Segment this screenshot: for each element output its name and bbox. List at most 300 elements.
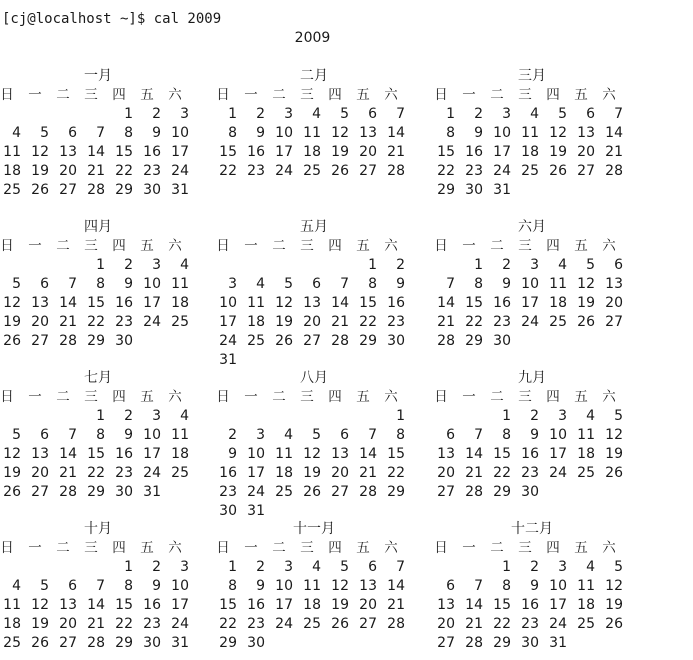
weekday-label: 一 bbox=[28, 87, 42, 103]
weekday-label: 二 bbox=[272, 238, 286, 254]
day-cell: 26 bbox=[275, 333, 293, 349]
day-cell: 14 bbox=[387, 578, 405, 594]
day-cell: 27 bbox=[31, 484, 49, 500]
day-cell: 5 bbox=[586, 257, 595, 273]
week-row bbox=[0, 313, 196, 332]
day-cell: 22 bbox=[115, 163, 133, 179]
day-cell: 17 bbox=[275, 144, 293, 160]
day-cell: 6 bbox=[68, 125, 77, 141]
day-cell: 13 bbox=[331, 446, 349, 462]
day-cell: 7 bbox=[474, 578, 483, 594]
day-cell: 29 bbox=[87, 484, 105, 500]
day-cell: 2 bbox=[124, 257, 133, 273]
week-row bbox=[434, 275, 630, 294]
day-cell: 15 bbox=[219, 144, 237, 160]
day-cell: 28 bbox=[59, 333, 77, 349]
month-title: 四月 bbox=[84, 219, 112, 235]
week-row bbox=[434, 407, 630, 426]
day-cell: 20 bbox=[605, 295, 623, 311]
week-row bbox=[0, 445, 196, 464]
month-block bbox=[0, 369, 196, 502]
weekday-label: 五 bbox=[140, 540, 154, 556]
day-cell: 18 bbox=[3, 163, 21, 179]
day-cell: 4 bbox=[180, 257, 189, 273]
week-row bbox=[0, 426, 196, 445]
month-block bbox=[434, 67, 630, 200]
day-cell: 17 bbox=[493, 144, 511, 160]
day-cell: 30 bbox=[387, 333, 405, 349]
day-cell: 5 bbox=[558, 106, 567, 122]
day-cell: 30 bbox=[143, 635, 161, 651]
day-cell: 5 bbox=[312, 427, 321, 443]
day-cell: 23 bbox=[247, 616, 265, 632]
day-cell: 12 bbox=[605, 578, 623, 594]
day-cell: 26 bbox=[303, 484, 321, 500]
day-cell: 19 bbox=[577, 295, 595, 311]
day-cell: 14 bbox=[387, 125, 405, 141]
day-cell: 23 bbox=[219, 484, 237, 500]
month-title: 七月 bbox=[84, 370, 112, 386]
weekday-label: 日 bbox=[0, 87, 14, 103]
weekday-header bbox=[0, 539, 196, 558]
day-cell: 8 bbox=[502, 427, 511, 443]
day-cell: 10 bbox=[247, 446, 265, 462]
day-cell: 29 bbox=[437, 182, 455, 198]
day-cell: 1 bbox=[446, 106, 455, 122]
day-cell: 3 bbox=[152, 257, 161, 273]
day-cell: 5 bbox=[340, 106, 349, 122]
day-cell: 22 bbox=[87, 314, 105, 330]
day-cell: 29 bbox=[115, 635, 133, 651]
day-cell: 13 bbox=[437, 597, 455, 613]
weekday-label: 三 bbox=[300, 389, 314, 405]
weekday-label: 日 bbox=[434, 87, 448, 103]
day-cell: 7 bbox=[340, 276, 349, 292]
week-row bbox=[434, 332, 630, 351]
week-row bbox=[216, 407, 412, 426]
day-cell: 5 bbox=[40, 578, 49, 594]
day-cell: 8 bbox=[396, 427, 405, 443]
day-cell: 26 bbox=[31, 635, 49, 651]
day-cell: 5 bbox=[12, 427, 21, 443]
weekday-label: 六 bbox=[602, 389, 616, 405]
weekday-label: 一 bbox=[28, 540, 42, 556]
week-row bbox=[0, 407, 196, 426]
day-cell: 15 bbox=[465, 295, 483, 311]
day-cell: 18 bbox=[171, 446, 189, 462]
month-title: 十二月 bbox=[511, 521, 553, 537]
day-cell: 11 bbox=[577, 427, 595, 443]
weekday-label: 二 bbox=[490, 540, 504, 556]
day-cell: 21 bbox=[387, 144, 405, 160]
day-cell: 10 bbox=[549, 578, 567, 594]
day-cell: 16 bbox=[247, 144, 265, 160]
week-row bbox=[434, 313, 630, 332]
day-cell: 13 bbox=[59, 597, 77, 613]
day-cell: 4 bbox=[12, 125, 21, 141]
week-row bbox=[0, 124, 196, 143]
day-cell: 7 bbox=[396, 106, 405, 122]
day-cell: 21 bbox=[605, 144, 623, 160]
day-cell: 24 bbox=[549, 465, 567, 481]
day-cell: 9 bbox=[124, 427, 133, 443]
day-cell: 4 bbox=[284, 427, 293, 443]
day-cell: 8 bbox=[228, 578, 237, 594]
day-cell: 7 bbox=[396, 559, 405, 575]
weekday-label: 六 bbox=[602, 87, 616, 103]
day-cell: 5 bbox=[614, 559, 623, 575]
day-cell: 2 bbox=[530, 408, 539, 424]
command-prompt: [cj@localhost ~]$ cal 2009 bbox=[2, 11, 222, 27]
day-cell: 27 bbox=[31, 333, 49, 349]
day-cell: 17 bbox=[247, 465, 265, 481]
day-cell: 23 bbox=[143, 163, 161, 179]
day-cell: 8 bbox=[96, 276, 105, 292]
day-cell: 11 bbox=[247, 295, 265, 311]
day-cell: 13 bbox=[359, 578, 377, 594]
weekday-label: 六 bbox=[168, 540, 182, 556]
day-cell: 6 bbox=[368, 106, 377, 122]
day-cell: 25 bbox=[247, 333, 265, 349]
day-cell: 10 bbox=[493, 125, 511, 141]
weekday-label: 四 bbox=[112, 87, 126, 103]
day-cell: 11 bbox=[303, 578, 321, 594]
day-cell: 12 bbox=[303, 446, 321, 462]
weekday-label: 四 bbox=[546, 540, 560, 556]
day-cell: 25 bbox=[577, 465, 595, 481]
day-cell: 7 bbox=[96, 578, 105, 594]
day-cell: 19 bbox=[303, 465, 321, 481]
weekday-header bbox=[0, 237, 196, 256]
day-cell: 28 bbox=[59, 484, 77, 500]
day-cell: 16 bbox=[521, 446, 539, 462]
weekday-label: 六 bbox=[384, 540, 398, 556]
day-cell: 24 bbox=[521, 314, 539, 330]
day-cell: 31 bbox=[143, 484, 161, 500]
day-cell: 3 bbox=[558, 408, 567, 424]
week-row bbox=[434, 105, 630, 124]
day-cell: 20 bbox=[303, 314, 321, 330]
weekday-label: 六 bbox=[168, 238, 182, 254]
day-cell: 4 bbox=[558, 257, 567, 273]
calendar-year-title: 2009 bbox=[294, 30, 331, 46]
day-cell: 3 bbox=[180, 559, 189, 575]
day-cell: 4 bbox=[586, 408, 595, 424]
day-cell: 29 bbox=[465, 333, 483, 349]
day-cell: 8 bbox=[124, 125, 133, 141]
weekday-label: 日 bbox=[434, 389, 448, 405]
day-cell: 26 bbox=[331, 616, 349, 632]
weekday-label: 二 bbox=[272, 389, 286, 405]
day-cell: 19 bbox=[3, 465, 21, 481]
week-row bbox=[0, 332, 196, 351]
day-cell: 15 bbox=[219, 597, 237, 613]
weekday-label: 四 bbox=[112, 540, 126, 556]
day-cell: 31 bbox=[171, 182, 189, 198]
weekday-label: 二 bbox=[56, 389, 70, 405]
weekday-label: 二 bbox=[272, 87, 286, 103]
day-cell: 6 bbox=[586, 106, 595, 122]
day-cell: 3 bbox=[228, 276, 237, 292]
day-cell: 26 bbox=[605, 616, 623, 632]
weekday-label: 六 bbox=[384, 238, 398, 254]
weekday-header bbox=[0, 388, 196, 407]
week-row bbox=[216, 256, 412, 275]
weekday-label: 六 bbox=[602, 540, 616, 556]
weekday-label: 三 bbox=[300, 87, 314, 103]
month-title: 六月 bbox=[518, 219, 546, 235]
day-cell: 28 bbox=[387, 616, 405, 632]
day-cell: 29 bbox=[493, 635, 511, 651]
week-row bbox=[0, 634, 196, 653]
day-cell: 10 bbox=[171, 125, 189, 141]
week-row bbox=[434, 143, 630, 162]
month-title: 十月 bbox=[84, 521, 112, 537]
day-cell: 5 bbox=[40, 125, 49, 141]
day-cell: 2 bbox=[530, 559, 539, 575]
day-cell: 19 bbox=[31, 616, 49, 632]
month-title: 十一月 bbox=[293, 521, 335, 537]
day-cell: 29 bbox=[115, 182, 133, 198]
day-cell: 23 bbox=[465, 163, 483, 179]
weekday-label: 五 bbox=[574, 238, 588, 254]
day-cell: 9 bbox=[256, 125, 265, 141]
day-cell: 28 bbox=[331, 333, 349, 349]
day-cell: 17 bbox=[219, 314, 237, 330]
weekday-label: 五 bbox=[574, 389, 588, 405]
day-cell: 19 bbox=[331, 597, 349, 613]
day-cell: 21 bbox=[331, 314, 349, 330]
day-cell: 26 bbox=[577, 314, 595, 330]
day-cell: 19 bbox=[605, 446, 623, 462]
weekday-label: 五 bbox=[574, 540, 588, 556]
day-cell: 4 bbox=[12, 578, 21, 594]
day-cell: 13 bbox=[577, 125, 595, 141]
weekday-header bbox=[216, 237, 412, 256]
month-block bbox=[216, 520, 412, 653]
day-cell: 6 bbox=[40, 276, 49, 292]
day-cell: 21 bbox=[59, 314, 77, 330]
day-cell: 12 bbox=[31, 144, 49, 160]
weekday-label: 一 bbox=[462, 540, 476, 556]
day-cell: 6 bbox=[614, 257, 623, 273]
day-cell: 30 bbox=[115, 333, 133, 349]
day-cell: 18 bbox=[549, 295, 567, 311]
weekday-label: 日 bbox=[0, 540, 14, 556]
day-cell: 18 bbox=[247, 314, 265, 330]
weekday-label: 一 bbox=[28, 238, 42, 254]
day-cell: 21 bbox=[87, 163, 105, 179]
week-row bbox=[0, 162, 196, 181]
weekday-label: 日 bbox=[0, 238, 14, 254]
weekday-label: 三 bbox=[300, 540, 314, 556]
day-cell: 16 bbox=[387, 295, 405, 311]
month-block bbox=[434, 520, 630, 653]
day-cell: 14 bbox=[331, 295, 349, 311]
day-cell: 16 bbox=[219, 465, 237, 481]
day-cell: 21 bbox=[359, 465, 377, 481]
month-block bbox=[216, 369, 412, 521]
weekday-label: 五 bbox=[356, 238, 370, 254]
week-row bbox=[0, 294, 196, 313]
day-cell: 15 bbox=[493, 446, 511, 462]
day-cell: 10 bbox=[275, 125, 293, 141]
month-title: 五月 bbox=[300, 219, 328, 235]
weekday-label: 六 bbox=[168, 389, 182, 405]
day-cell: 13 bbox=[605, 276, 623, 292]
week-row bbox=[216, 596, 412, 615]
day-cell: 22 bbox=[219, 163, 237, 179]
day-cell: 1 bbox=[96, 408, 105, 424]
day-cell: 12 bbox=[577, 276, 595, 292]
day-cell: 21 bbox=[59, 465, 77, 481]
day-cell: 24 bbox=[143, 465, 161, 481]
day-cell: 29 bbox=[219, 635, 237, 651]
weekday-label: 三 bbox=[518, 238, 532, 254]
weekday-label: 五 bbox=[356, 87, 370, 103]
day-cell: 14 bbox=[59, 446, 77, 462]
day-cell: 27 bbox=[577, 163, 595, 179]
day-cell: 12 bbox=[3, 295, 21, 311]
day-cell: 12 bbox=[275, 295, 293, 311]
day-cell: 8 bbox=[446, 125, 455, 141]
day-cell: 19 bbox=[605, 597, 623, 613]
day-cell: 30 bbox=[465, 182, 483, 198]
weekday-label: 二 bbox=[56, 238, 70, 254]
week-row bbox=[216, 558, 412, 577]
day-cell: 30 bbox=[521, 484, 539, 500]
day-cell: 5 bbox=[12, 276, 21, 292]
weekday-label: 一 bbox=[244, 540, 258, 556]
day-cell: 7 bbox=[68, 427, 77, 443]
day-cell: 13 bbox=[59, 144, 77, 160]
month-title: 九月 bbox=[518, 370, 546, 386]
day-cell: 27 bbox=[303, 333, 321, 349]
day-cell: 13 bbox=[437, 446, 455, 462]
day-cell: 14 bbox=[465, 597, 483, 613]
weekday-header bbox=[216, 539, 412, 558]
day-cell: 29 bbox=[359, 333, 377, 349]
month-block bbox=[0, 67, 196, 200]
day-cell: 18 bbox=[3, 616, 21, 632]
week-row bbox=[0, 464, 196, 483]
day-cell: 30 bbox=[219, 503, 237, 519]
day-cell: 23 bbox=[115, 465, 133, 481]
weekday-label: 一 bbox=[462, 238, 476, 254]
week-row bbox=[434, 596, 630, 615]
day-cell: 8 bbox=[124, 578, 133, 594]
day-cell: 23 bbox=[387, 314, 405, 330]
day-cell: 21 bbox=[387, 597, 405, 613]
day-cell: 16 bbox=[115, 446, 133, 462]
weekday-header bbox=[434, 539, 630, 558]
day-cell: 8 bbox=[228, 125, 237, 141]
day-cell: 9 bbox=[228, 446, 237, 462]
day-cell: 9 bbox=[256, 578, 265, 594]
day-cell: 8 bbox=[368, 276, 377, 292]
day-cell: 25 bbox=[171, 314, 189, 330]
weekday-label: 一 bbox=[28, 389, 42, 405]
week-row bbox=[0, 256, 196, 275]
day-cell: 1 bbox=[502, 559, 511, 575]
day-cell: 2 bbox=[124, 408, 133, 424]
weekday-header bbox=[216, 86, 412, 105]
day-cell: 20 bbox=[31, 465, 49, 481]
month-block bbox=[216, 67, 412, 181]
day-cell: 11 bbox=[3, 597, 21, 613]
weekday-header bbox=[434, 237, 630, 256]
day-cell: 14 bbox=[605, 125, 623, 141]
day-cell: 24 bbox=[171, 616, 189, 632]
weekday-label: 二 bbox=[56, 87, 70, 103]
day-cell: 14 bbox=[437, 295, 455, 311]
day-cell: 11 bbox=[549, 276, 567, 292]
week-row bbox=[0, 615, 196, 634]
day-cell: 16 bbox=[247, 597, 265, 613]
day-cell: 24 bbox=[275, 616, 293, 632]
day-cell: 7 bbox=[368, 427, 377, 443]
day-cell: 1 bbox=[396, 408, 405, 424]
day-cell: 14 bbox=[359, 446, 377, 462]
weekday-header bbox=[434, 86, 630, 105]
weekday-label: 日 bbox=[216, 238, 230, 254]
day-cell: 26 bbox=[331, 163, 349, 179]
day-cell: 17 bbox=[143, 295, 161, 311]
day-cell: 23 bbox=[143, 616, 161, 632]
day-cell: 10 bbox=[549, 427, 567, 443]
day-cell: 2 bbox=[152, 559, 161, 575]
month-block bbox=[434, 218, 630, 351]
day-cell: 22 bbox=[465, 314, 483, 330]
day-cell: 23 bbox=[247, 163, 265, 179]
weekday-label: 日 bbox=[216, 87, 230, 103]
day-cell: 16 bbox=[143, 144, 161, 160]
day-cell: 20 bbox=[59, 163, 77, 179]
week-row bbox=[0, 105, 196, 124]
day-cell: 24 bbox=[275, 163, 293, 179]
day-cell: 6 bbox=[68, 578, 77, 594]
weekday-label: 四 bbox=[328, 389, 342, 405]
day-cell: 9 bbox=[530, 427, 539, 443]
day-cell: 21 bbox=[465, 465, 483, 481]
week-row bbox=[216, 445, 412, 464]
day-cell: 15 bbox=[437, 144, 455, 160]
day-cell: 15 bbox=[387, 446, 405, 462]
day-cell: 31 bbox=[171, 635, 189, 651]
weekday-label: 六 bbox=[384, 389, 398, 405]
day-cell: 9 bbox=[474, 125, 483, 141]
day-cell: 20 bbox=[31, 314, 49, 330]
day-cell: 22 bbox=[87, 465, 105, 481]
day-cell: 2 bbox=[256, 559, 265, 575]
day-cell: 24 bbox=[219, 333, 237, 349]
day-cell: 6 bbox=[340, 427, 349, 443]
week-row bbox=[434, 464, 630, 483]
day-cell: 24 bbox=[549, 616, 567, 632]
weekday-label: 三 bbox=[84, 540, 98, 556]
day-cell: 3 bbox=[502, 106, 511, 122]
day-cell: 27 bbox=[359, 616, 377, 632]
day-cell: 25 bbox=[521, 163, 539, 179]
day-cell: 10 bbox=[143, 276, 161, 292]
weekday-label: 二 bbox=[490, 389, 504, 405]
day-cell: 25 bbox=[275, 484, 293, 500]
day-cell: 24 bbox=[171, 163, 189, 179]
week-row bbox=[434, 615, 630, 634]
day-cell: 7 bbox=[474, 427, 483, 443]
day-cell: 15 bbox=[493, 597, 511, 613]
week-row bbox=[0, 483, 196, 502]
